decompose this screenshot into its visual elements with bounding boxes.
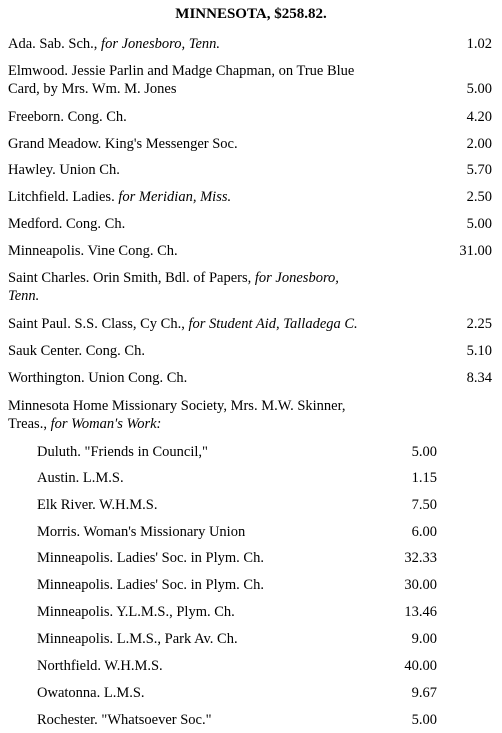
entry-description: Sauk Center. Cong. Ch.: [8, 343, 145, 359]
sub-entry-amount: 7.50: [411, 497, 437, 513]
entry-description: Medford. Cong. Ch.: [8, 216, 126, 232]
sub-entry-amount: 1.15: [411, 470, 437, 486]
sub-entry-description: Minneapolis. Ladies' Soc. in Plym. Ch.: [37, 577, 264, 593]
entry-description: Minneapolis. Vine Cong. Ch.: [8, 243, 178, 259]
sub-entry-description: Duluth. "Friends in Council,": [37, 444, 208, 460]
page-title: MINNESOTA, $258.82.: [175, 6, 327, 22]
sub-entry-description: Elk River. W.H.M.S.: [37, 497, 158, 513]
entry-amount: 31.00: [459, 243, 492, 259]
sub-entry-amount: 5.00: [411, 712, 437, 728]
sub-entry-amount: 6.00: [411, 524, 437, 540]
sub-entry-amount: 30.00: [404, 577, 437, 593]
entry-amount: 2.25: [466, 316, 492, 332]
sub-entry-description: Rochester. "Whatsoever Soc.": [37, 712, 212, 728]
sub-entry-description: Minneapolis. Y.L.M.S., Plym. Ch.: [37, 604, 235, 620]
sub-entry-amount: 9.00: [411, 631, 437, 647]
entry-description: Hawley. Union Ch.: [8, 162, 120, 178]
sub-entry-description: Minneapolis. Ladies' Soc. in Plym. Ch.: [37, 550, 264, 566]
sub-entry-description: Minneapolis. L.M.S., Park Av. Ch.: [37, 631, 238, 647]
entry-amount: 5.10: [466, 343, 492, 359]
sub-entry-amount: 32.33: [404, 550, 437, 566]
entry-description: Worthington. Union Cong. Ch.: [8, 370, 188, 386]
entry-description: Elmwood. Jessie Parlin and Madge Chapman, on True Blue Card, by Mrs. Wm. M. Jones: [8, 63, 355, 97]
entry-amount: 5.00: [466, 81, 492, 97]
entry-description: Litchfield. Ladies. for Meridian, Miss.: [8, 189, 232, 205]
entry-amount: 8.34: [466, 370, 492, 386]
entry-amount: 1.02: [466, 36, 492, 52]
sub-entry-amount: 5.00: [411, 444, 437, 460]
entry-description: Grand Meadow. King's Messenger Soc.: [8, 136, 238, 152]
entry-description: Saint Charles. Orin Smith, Bdl. of Papers, for Jonesboro, Tenn.: [8, 270, 339, 304]
entry-amount: 4.20: [466, 109, 492, 125]
sub-entry-description: Austin. L.M.S.: [37, 470, 124, 486]
entry-amount: 5.70: [466, 162, 492, 178]
entry-description: Minnesota Home Missionary Society, Mrs. M.W. Skinner, Treas., for Woman's Work:: [8, 398, 346, 432]
sub-entry-description: Morris. Woman's Missionary Union: [37, 524, 246, 540]
entry-amount: 2.50: [466, 189, 492, 205]
entry-amount: 2.00: [466, 136, 492, 152]
sub-entry-amount: 13.46: [404, 604, 437, 620]
sub-entry-description: Northfield. W.H.M.S.: [37, 658, 163, 674]
entry-description: Saint Paul. S.S. Class, Cy Ch., for Student Aid, Talladega C.: [8, 316, 358, 332]
sub-entry-amount: 9.67: [411, 685, 437, 701]
entry-description: Freeborn. Cong. Ch.: [8, 109, 127, 125]
entry-description: Ada. Sab. Sch., for Jonesboro, Tenn.: [8, 36, 221, 52]
sub-entry-amount: 40.00: [404, 658, 437, 674]
sub-entry-description: Owatonna. L.M.S.: [37, 685, 145, 701]
entry-amount: 5.00: [466, 216, 492, 232]
